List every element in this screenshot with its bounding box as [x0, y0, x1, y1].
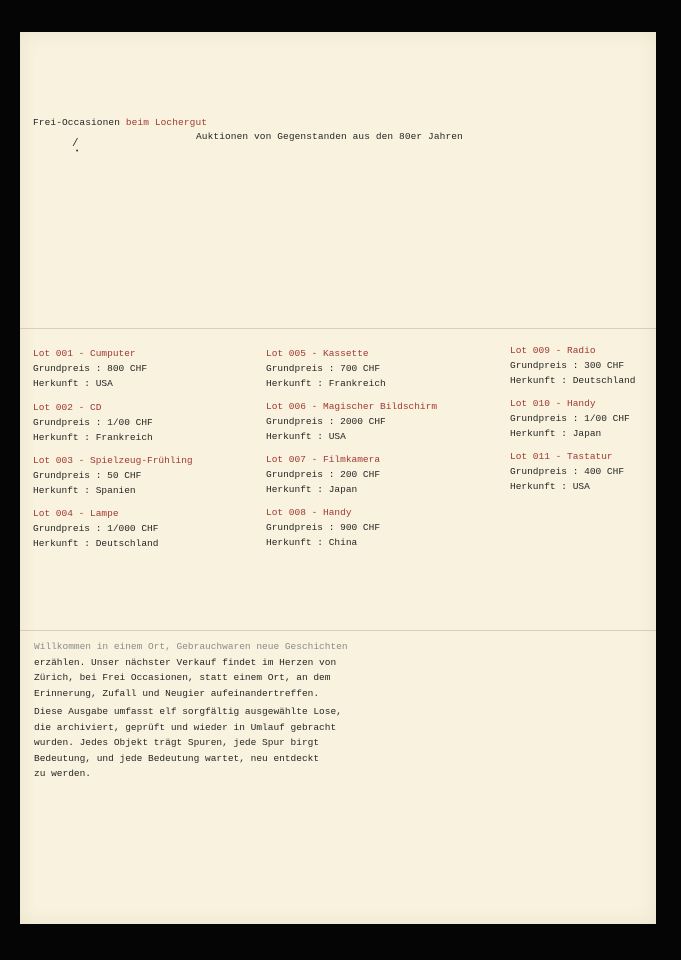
- origin-label: Herkunft :: [33, 538, 91, 549]
- lot-origin: China: [328, 537, 358, 548]
- price-label: Grundpreis :: [510, 360, 579, 371]
- lot-price-row: [266, 520, 486, 535]
- lot-price-row: [510, 411, 650, 426]
- origin-label: Herkunft :: [33, 378, 91, 389]
- lot-price-row: [33, 415, 253, 430]
- intro-line: Zürich, bei Frei Occasionen, statt einem Ort, an dem: [34, 672, 331, 684]
- lot-origin-row: [510, 426, 650, 441]
- lot-origin: USA: [95, 378, 113, 389]
- price-label: Grundpreis :: [510, 413, 579, 424]
- lot-origin-row: [266, 482, 486, 497]
- paper-sheet: [20, 32, 656, 924]
- lot-origin-row: [510, 373, 650, 388]
- lot-card: [33, 346, 253, 391]
- lot-origin-row: [266, 376, 486, 391]
- lot-origin-row: [33, 483, 253, 498]
- lot-title: Lot 003 - Spielzeug-Frühling: [33, 455, 193, 466]
- price-label: Grundpreis :: [266, 522, 335, 533]
- lot-price-row: [510, 464, 650, 479]
- intro-line: Willkommen in einem Ort, Gebrauchwaren neue Geschichten: [34, 641, 348, 652]
- intro-paragraph-1: [34, 639, 364, 701]
- price-label: Grundpreis :: [510, 466, 579, 477]
- price-label: Grundpreis :: [266, 363, 335, 374]
- lot-title: Lot 007 - Filmkamera: [266, 454, 381, 465]
- lot-card: [33, 400, 253, 445]
- origin-label: Herkunft :: [266, 484, 324, 495]
- intro-line: Erinnerung, Zufall und Neugier aufeinandertreffen.: [34, 687, 320, 699]
- subtitle: Auktionen von Gegenstanden aus den 80er Jahren: [196, 131, 463, 142]
- lot-title: Lot 005 - Kassette: [266, 348, 369, 359]
- lot-price-row: [33, 521, 253, 536]
- ink-mark: /: [72, 138, 79, 150]
- price-label: Grundpreis :: [33, 470, 102, 481]
- lot-origin: Japan: [328, 484, 358, 495]
- lot-price: 800 CHF: [107, 363, 148, 374]
- lot-title: Lot 011 - Tastatur: [510, 451, 613, 462]
- lot-origin: Deutschland: [572, 375, 636, 386]
- lot-price: 1/00 CHF: [584, 413, 630, 424]
- lot-origin: Japan: [572, 428, 602, 439]
- lot-price: 50 CHF: [107, 470, 142, 481]
- lot-origin-row: [266, 535, 486, 550]
- price-label: Grundpreis :: [33, 523, 102, 534]
- price-label: Grundpreis :: [33, 363, 102, 374]
- lot-card: [33, 506, 253, 551]
- ink-dot: •: [75, 148, 80, 156]
- lot-card: [510, 396, 650, 441]
- lot-origin: Spanien: [95, 485, 136, 496]
- lot-price: 300 CHF: [584, 360, 625, 371]
- price-label: Grundpreis :: [266, 469, 335, 480]
- price-label: Grundpreis :: [266, 416, 335, 427]
- lot-origin: USA: [572, 481, 590, 492]
- intro-line: wurden. Jedes Objekt trägt Spuren, jede Spur birgt: [34, 737, 320, 749]
- origin-label: Herkunft :: [510, 481, 568, 492]
- origin-label: Herkunft :: [266, 431, 324, 442]
- lot-card: [510, 343, 650, 388]
- lot-title: Lot 004 - Lampe: [33, 508, 119, 519]
- lot-price-row: [510, 358, 650, 373]
- intro-line: Bedeutung, und jede Bedeutung wartet, neu entdeckt: [34, 752, 320, 764]
- origin-label: Herkunft :: [510, 375, 568, 386]
- lot-origin-row: [510, 479, 650, 494]
- intro-paragraph-2: [34, 704, 364, 782]
- lot-price: 400 CHF: [584, 466, 625, 477]
- lot-price: 200 CHF: [340, 469, 381, 480]
- lot-title: Lot 009 - Radio: [510, 345, 596, 356]
- lot-title: Lot 001 - Cumputer: [33, 348, 136, 359]
- fold-line-upper: [20, 328, 656, 329]
- intro-line: Diese Ausgabe umfasst elf sorgfältig ausgewählte Lose,: [34, 706, 342, 717]
- lot-price: 1/00 CHF: [107, 417, 153, 428]
- origin-label: Herkunft :: [33, 485, 91, 496]
- intro-line: erzählen. Unser nächster Verkauf findet im Herzen von: [34, 656, 337, 668]
- fold-line-lower: [20, 630, 656, 631]
- origin-label: Herkunft :: [266, 537, 324, 548]
- lot-origin: Frankreich: [328, 378, 386, 389]
- lot-origin: Deutschland: [95, 538, 159, 549]
- lot-card: [33, 453, 253, 498]
- lot-price-row: [33, 361, 253, 376]
- lot-origin-row: [33, 376, 253, 391]
- lot-origin-row: [33, 430, 253, 445]
- lot-card: [266, 505, 486, 550]
- brand-heading: [33, 117, 207, 128]
- lot-price: 1/000 CHF: [107, 523, 159, 534]
- origin-label: Herkunft :: [33, 432, 91, 443]
- lot-card: [266, 399, 486, 444]
- lot-title: Lot 002 - CD: [33, 402, 102, 413]
- lot-price-row: [33, 468, 253, 483]
- lot-card: [266, 346, 486, 391]
- lot-origin: Frankreich: [95, 432, 153, 443]
- lot-origin: USA: [328, 431, 346, 442]
- lot-price: 700 CHF: [340, 363, 381, 374]
- price-label: Grundpreis :: [33, 417, 102, 428]
- lot-card: [266, 452, 486, 497]
- lot-title: Lot 008 - Handy: [266, 507, 352, 518]
- lot-price: 900 CHF: [340, 522, 381, 533]
- lot-price: 2000 CHF: [340, 416, 386, 427]
- lot-price-row: [266, 414, 486, 429]
- lot-card: [510, 449, 650, 494]
- lot-title: Lot 006 - Magischer Bildschirm: [266, 401, 438, 412]
- intro-line: zu werden.: [34, 768, 92, 780]
- brand-highlight: beim Lochergut: [125, 117, 208, 128]
- lot-price-row: [266, 467, 486, 482]
- lot-origin-row: [33, 536, 253, 551]
- lot-origin-row: [266, 429, 486, 444]
- intro-line: die archiviert, geprüft und wieder in Umlauf gebracht: [34, 721, 337, 733]
- brand-prefix: Frei-Occasionen: [33, 117, 121, 128]
- origin-label: Herkunft :: [266, 378, 324, 389]
- lot-title: Lot 010 - Handy: [510, 398, 596, 409]
- lot-price-row: [266, 361, 486, 376]
- origin-label: Herkunft :: [510, 428, 568, 439]
